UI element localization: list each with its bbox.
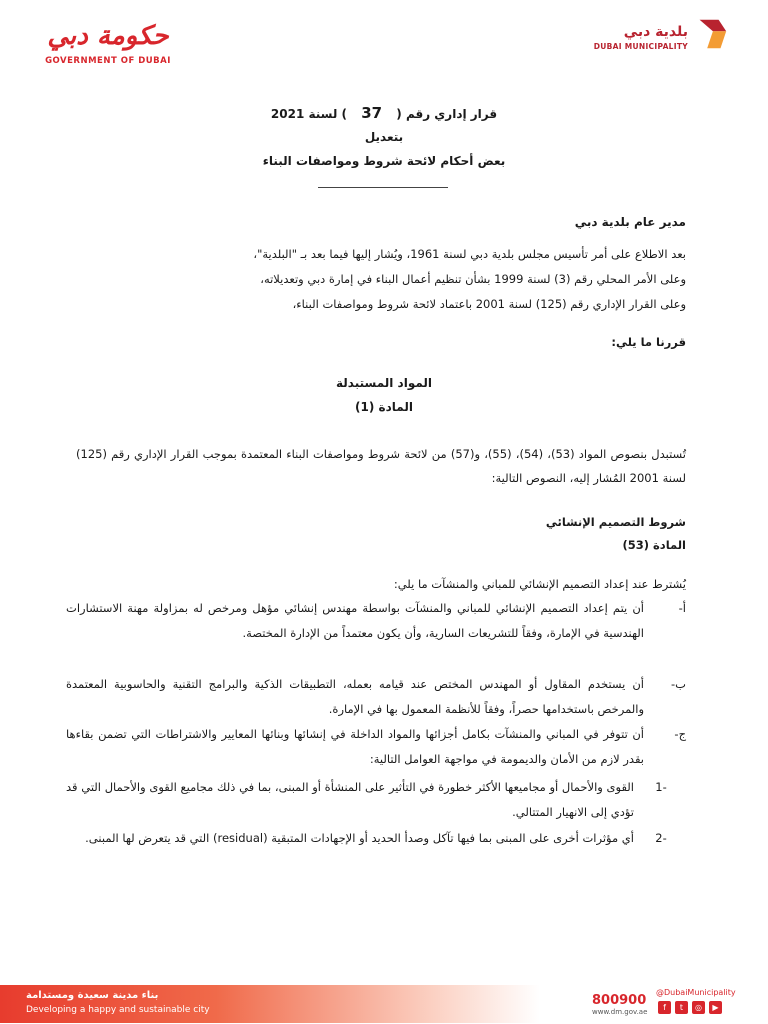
footer-social-handle: @DubaiMunicipality bbox=[656, 988, 736, 997]
youtube-icon[interactable]: ▶ bbox=[709, 1001, 722, 1014]
footer-website: www.dm.gov.ae bbox=[592, 1008, 648, 1016]
item-marker: ب- bbox=[671, 677, 686, 691]
director-line: مدير عام بلدية دبي bbox=[574, 215, 686, 229]
title-prefix: قرار إداري رقم ( bbox=[396, 107, 498, 121]
section1-heading: المواد المستبدلة bbox=[335, 376, 433, 390]
decided-heading: قررنا ما يلي: bbox=[611, 335, 686, 349]
twitter-icon[interactable]: t bbox=[675, 1001, 688, 1014]
decision-title bbox=[0, 104, 768, 122]
subitem-text: أي مؤثرات أخرى على المبنى بما فيها تآكل وصدأ الحديد أو الإجهادات المتبقية (residual) التي قد يتعرض لها المبنى. bbox=[85, 831, 634, 845]
gov-logo-english: GOVERNMENT OF DUBAI bbox=[45, 56, 171, 66]
section2-article: المادة (53) bbox=[622, 538, 686, 552]
item-marker: ج- bbox=[674, 727, 686, 741]
list-item bbox=[66, 596, 686, 646]
preamble-line-3: وعلى القرار الإداري رقم (125) لسنة 2001 باعتماد لائحة شروط ومواصفات البناء، bbox=[292, 297, 686, 311]
facebook-icon[interactable]: f bbox=[658, 1001, 671, 1014]
decision-number: 37 bbox=[361, 104, 383, 122]
footer-phone: 800900 bbox=[592, 993, 647, 1008]
list-item bbox=[66, 722, 686, 772]
section1-article: المادة (1) bbox=[355, 400, 413, 414]
item-text: أن يتم إعداد التصميم الإنشائي للمباني والمنشآت بواسطة مهندس إنشائي مؤهل ومرخص له بمزاولة مهنة الاستشارات الهندسية في الإمارة، وفقاً للتشريعات السارية، وأن يكون معتمداً من الإدارة المختصة. bbox=[66, 601, 644, 640]
dm-mark-icon bbox=[692, 16, 730, 54]
dm-logo-english: DUBAI MUNICIPALITY bbox=[593, 42, 688, 51]
footer-slogan-english: Developing a happy and sustainable city bbox=[26, 1005, 210, 1015]
list-item bbox=[66, 672, 686, 722]
item-text: أن يستخدم المقاول أو المهندس المختص عند قيامه بعمله، التطبيقات الذكية والبرامج التقنية والحاسوبية المعتمدة والمرخص باستخدامها حصراً، وفقاً للأنظمة المعمول بها في الإمارة. bbox=[66, 677, 644, 716]
footer-slogan-arabic: بناء مدينة سعيدة ومستدامة bbox=[26, 990, 159, 1001]
section1-text: تُستبدل بنصوص المواد (53)، (54)، (55)، و(57) من لائحة شروط ومواصفات البناء المعتمدة بموجب القرار الإداري رقم (125) لسنة 2001 المُشار إليه، النصوص التالية: bbox=[76, 447, 687, 485]
title-amending: بتعديل bbox=[364, 130, 404, 144]
title-divider bbox=[318, 187, 448, 188]
subitem-marker: -1 bbox=[655, 780, 667, 794]
social-icons bbox=[658, 1001, 722, 1014]
government-of-dubai-logo bbox=[38, 20, 178, 66]
title-suffix: ) لسنة 2021 bbox=[270, 107, 348, 121]
instagram-icon[interactable]: ◎ bbox=[692, 1001, 705, 1014]
subitem-text: القوى والأحمال أو مجاميعها الأكثر خطورة في التأثير على المنشأة أو المبنى، بما في ذلك مجاميع القوى والأحمال التي قد تؤدي إلى الانهيار المتتالي. bbox=[66, 780, 634, 819]
subitem-marker: -2 bbox=[655, 831, 667, 845]
dm-logo-arabic: بلدية دبي bbox=[623, 24, 688, 40]
preamble-line-2: وعلى الأمر المحلي رقم (3) لسنة 1999 بشأن تنظيم أعمال البناء في إمارة دبي وتعديلاته، bbox=[260, 272, 686, 286]
item-marker: أ- bbox=[678, 601, 686, 615]
sub-item bbox=[66, 826, 686, 851]
section2-heading: شروط التصميم الإنشائي bbox=[545, 515, 686, 529]
gov-logo-arabic: حكومة دبي bbox=[47, 21, 169, 51]
title-subject: بعض أحكام لائحة شروط ومواصفات البناء bbox=[262, 154, 506, 168]
preamble-line-1: بعد الاطلاع على أمر تأسيس مجلس بلدية دبي لسنة 1961، ويُشار إليها فيما بعد بـ "البلدية"، bbox=[253, 247, 686, 261]
sub-item bbox=[66, 775, 686, 825]
section2-intro: يُشترط عند إعداد التصميم الإنشائي للمباني والمنشآت ما يلي: bbox=[393, 577, 686, 591]
item-text: أن تتوفر في المباني والمنشآت بكامل أجزائها والمواد الداخلة في إنشائها وبنائها المعايير والاشتراطات التي تضمن بقاءها بقدر لازم من الأمان والديمومة في مواجهة العوامل التالية: bbox=[66, 727, 644, 766]
dubai-municipality-logo bbox=[580, 16, 730, 51]
